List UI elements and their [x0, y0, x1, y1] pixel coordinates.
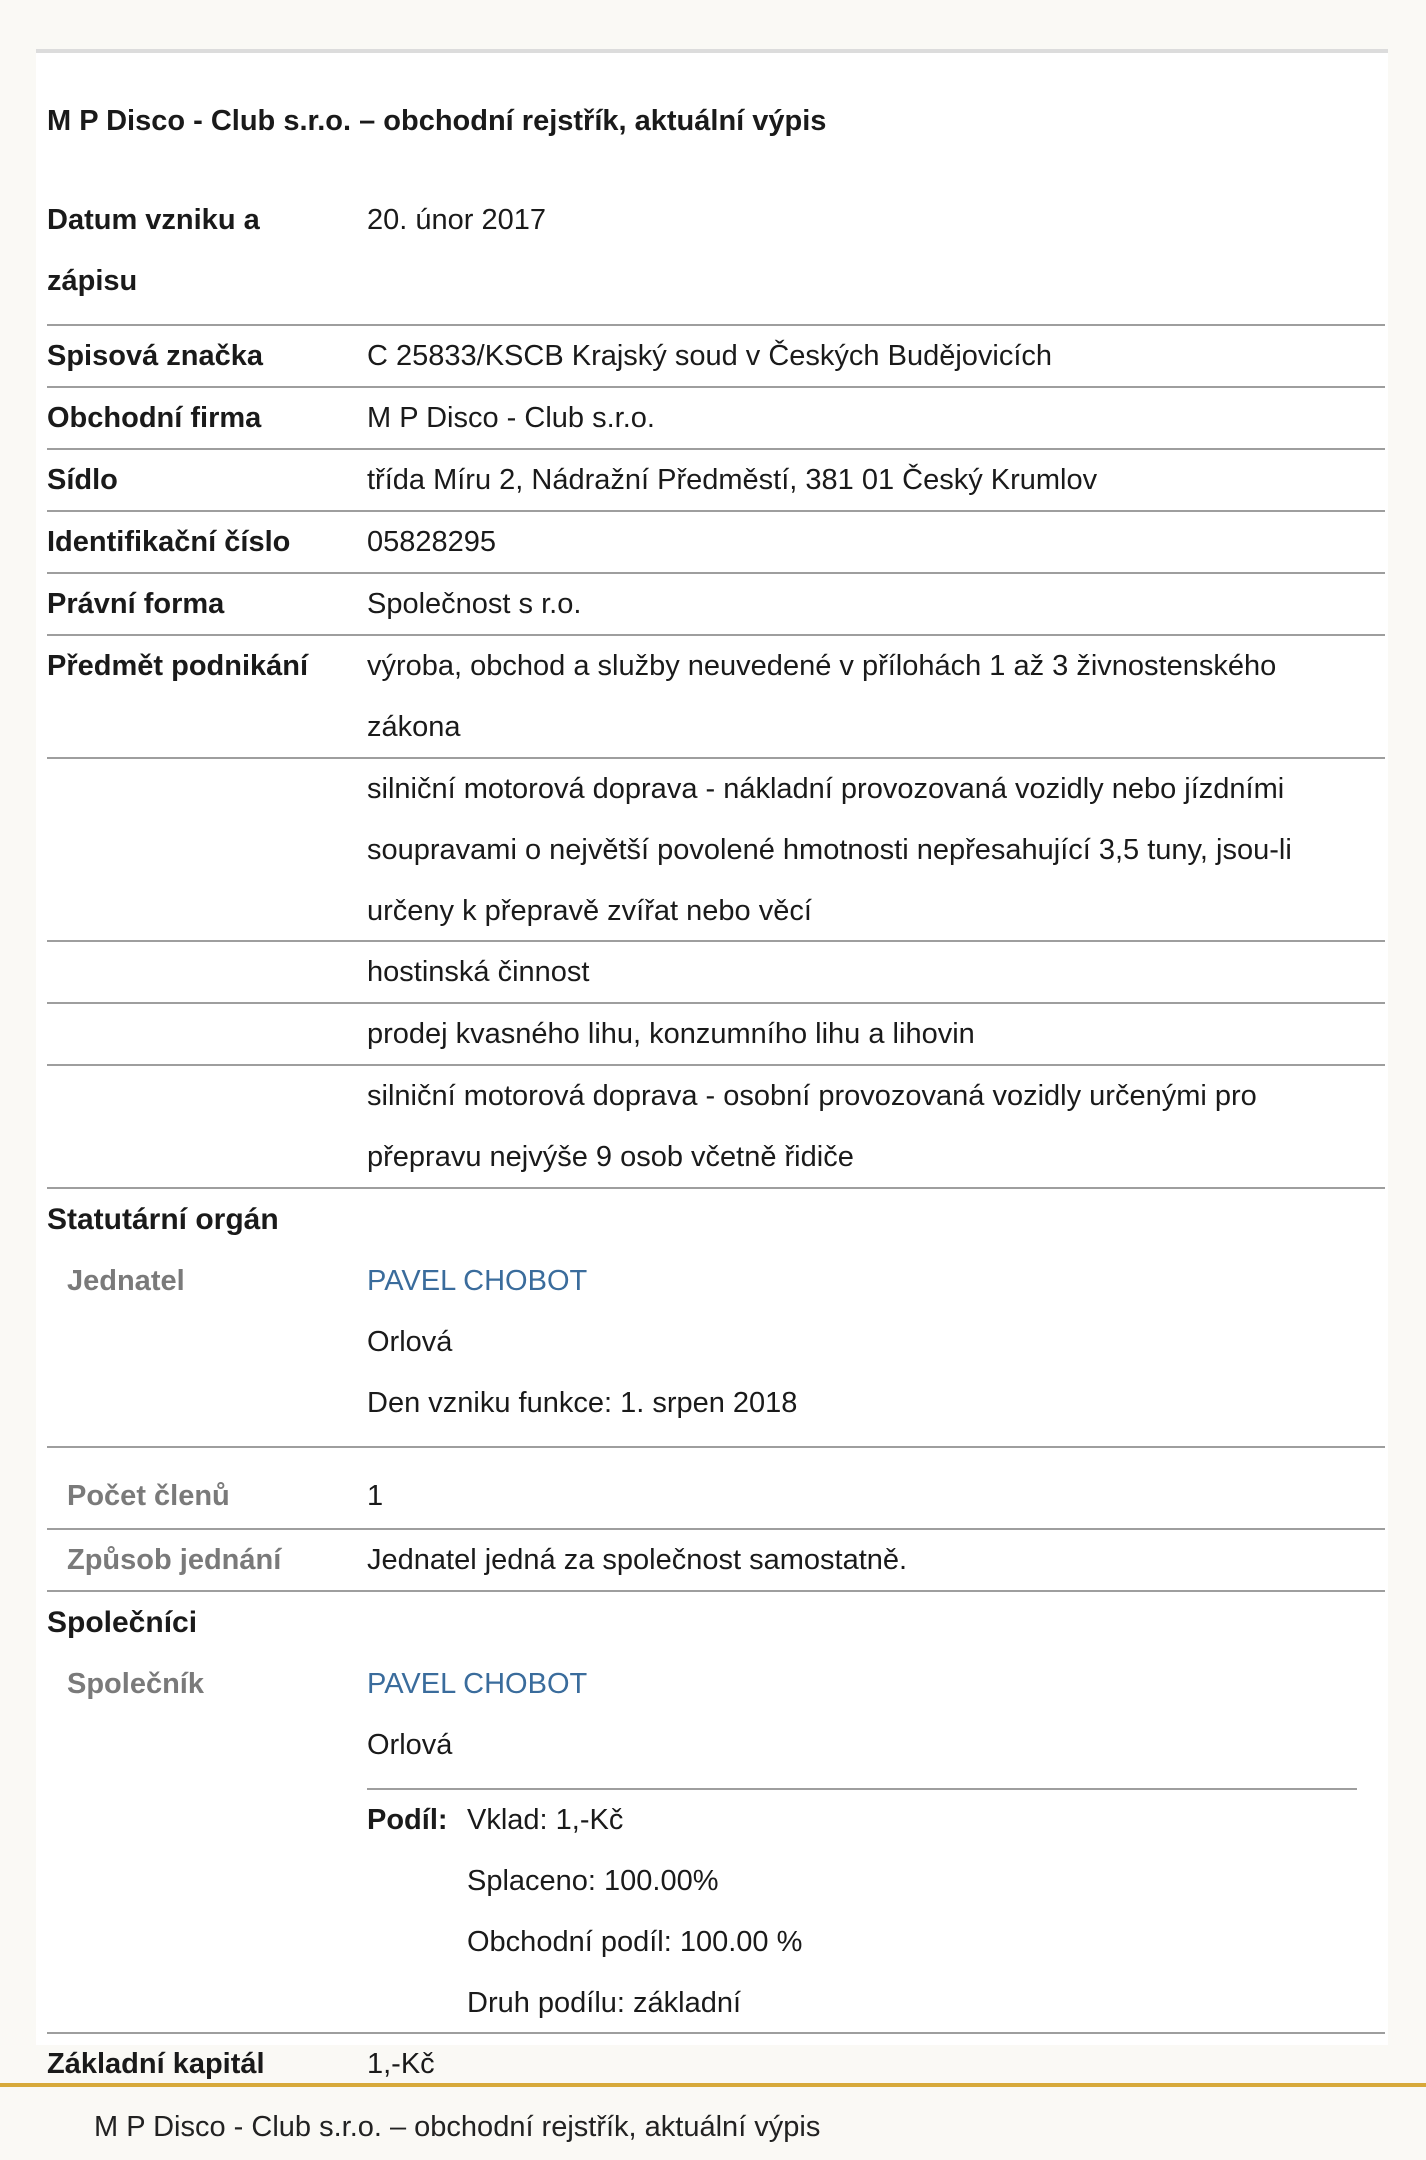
label-predmet-podnikani: Předmět podnikání — [47, 650, 309, 682]
predmet-item: prodej kvasného lihu, konzumního lihu a lihovin — [367, 1018, 975, 1050]
value-podil — [467, 1790, 802, 2034]
person-link[interactable]: PAVEL CHOBOT — [367, 1668, 588, 1700]
predmet-item: výroba, obchod a služby neuvedené v přílohách 1 až 3 živnostenského zákona — [367, 650, 1277, 743]
value-sidlo: třída Míru 2, Nádražní Předměstí, 381 01 Český Krumlov — [367, 464, 1098, 496]
footer-title: M P Disco - Club s.r.o. – obchodní rejstřík, aktuální výpis — [94, 2111, 821, 2143]
row-identifikacni-cislo — [47, 512, 1385, 574]
predmet-item: silniční motorová doprava - osobní provozovaná vozidly určenými pro přepravu nejvýše 9 osob včetně řidiče — [367, 1080, 1257, 1173]
podil-line: Obchodní podíl: 100.00 % — [467, 1926, 803, 1958]
row-predmet-podnikani — [47, 759, 1385, 942]
row-spisova-znacka — [47, 326, 1385, 388]
label-pocet-clenu: Počet členů — [67, 1480, 230, 1512]
section-heading: Statutární orgán — [47, 1203, 279, 1236]
person-city: Orlová — [367, 1326, 453, 1358]
row-datum-vzniku — [47, 190, 1385, 326]
row-sidlo — [47, 450, 1385, 512]
label-jednatel: Jednatel — [67, 1265, 185, 1297]
row-spolecnik — [47, 1654, 1385, 2034]
value-obchodni-firma: M P Disco - Club s.r.o. — [367, 402, 655, 434]
value-zpusob-jednani: Jednatel jedná za společnost samostatně. — [367, 1544, 908, 1576]
value-spisova-znacka: C 25833/KSCB Krajský soud v Českých Budějovicích — [367, 340, 1053, 372]
value-jednatel — [367, 1251, 1367, 1434]
label-podil: Podíl: — [367, 1804, 448, 1836]
section-spolecnici — [47, 1592, 1385, 1652]
value-pocet-clenu: 1 — [367, 1480, 384, 1512]
label-datum-vzniku: Datum vzniku a zápisu — [47, 204, 260, 297]
section-statutarni-organ — [47, 1189, 1385, 1249]
footer — [0, 2083, 1426, 2160]
value-pravni-forma: Společnost s r.o. — [367, 588, 582, 620]
page-title: M P Disco - Club s.r.o. – obchodní rejstřík, aktuální výpis — [47, 105, 827, 137]
function-since: Den vzniku funkce: 1. srpen 2018 — [367, 1387, 798, 1419]
row-zpusob-jednani — [47, 1530, 1385, 1592]
row-predmet-podnikani — [47, 942, 1385, 1004]
label-spolecnik: Společník — [67, 1668, 204, 1700]
row-pocet-clenu — [47, 1448, 1385, 1530]
row-predmet-podnikani — [47, 636, 1385, 759]
predmet-item: silniční motorová doprava - nákladní provozovaná vozidly nebo jízdními soupravami o největší povolené hmotnosti nepřesahující 3,5 tuny, jsou-li určeny k přepravě zvířat nebo věcí — [367, 773, 1292, 927]
row-pravni-forma — [47, 574, 1385, 636]
register-card — [36, 49, 1388, 2080]
value-spolecnik — [367, 1654, 1367, 1776]
label-identifikacni-cislo: Identifikační číslo — [47, 526, 291, 558]
label-spisova-znacka: Spisová značka — [47, 340, 263, 372]
person-city: Orlová — [367, 1729, 453, 1761]
podil-line: Druh podílu: základní — [467, 1987, 742, 2019]
value-identifikacni-cislo: 05828295 — [367, 526, 497, 558]
person-link[interactable]: PAVEL CHOBOT — [367, 1265, 588, 1297]
value-datum-vzniku: 20. únor 2017 — [367, 204, 546, 236]
label-pravni-forma: Právní forma — [47, 588, 225, 620]
row-jednatel — [47, 1251, 1385, 1448]
label-zakladni-kapital: Základní kapitál — [47, 2048, 265, 2080]
row-predmet-podnikani — [47, 1066, 1385, 1189]
row-obchodni-firma — [47, 388, 1385, 450]
label-zpusob-jednani: Způsob jednání — [67, 1544, 282, 1576]
podil-line: Splaceno: 100.00% — [467, 1865, 719, 1897]
label-sidlo: Sídlo — [47, 464, 118, 496]
podil-line: Vklad: 1,-Kč — [467, 1804, 624, 1836]
value-zakladni-kapital: 1,-Kč — [367, 2048, 435, 2080]
label-obchodni-firma: Obchodní firma — [47, 402, 262, 434]
predmet-item: hostinská činnost — [367, 956, 590, 988]
row-predmet-podnikani — [47, 1004, 1385, 1066]
section-heading: Společníci — [47, 1606, 198, 1639]
